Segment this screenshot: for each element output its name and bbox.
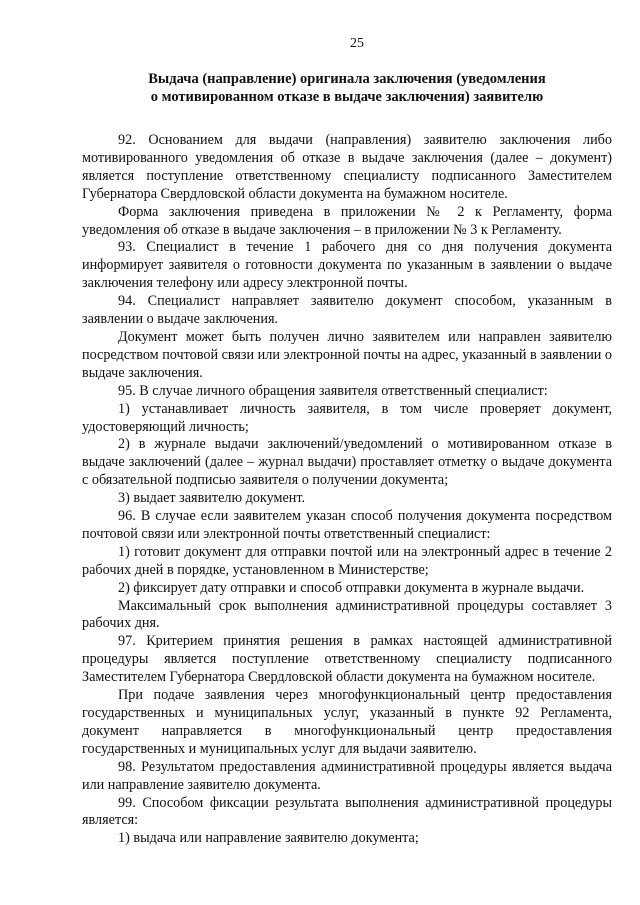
paragraph-max-duration: Максимальный срок выполнения административной процедуры составляет 3 рабочих дня.	[82, 597, 612, 632]
section-title-line-1: Выдача (направление) оригинала заключения (уведомления	[148, 71, 546, 87]
paragraph-94: 94. Специалист направляет заявителю документ способом, указанным в заявлении о выдаче заключения.	[82, 293, 612, 328]
section-title-line-2: о мотивированном отказе в выдаче заключения) заявителю	[150, 89, 544, 105]
paragraph-99-item-1: 1) выдача или направление заявителю документа;	[118, 830, 419, 847]
paragraph-96: 96. В случае если заявителем указан способ получения документа посредством почтовой связи или электронной почты ответственный специалист:	[82, 508, 612, 542]
paragraph-92: 92. Основанием для выдачи (направления) заявителю заключения либо мотивированного уведомления об отказе в выдаче заключения (далее – документ) является поступление ответственному специалисту подписанного Заместителем Губернатора Свердловской области документа на бумажном носителе.	[82, 132, 612, 202]
document-body	[82, 132, 612, 848]
paragraph-97: 97. Критерием принятия решения в рамках настоящей административной процедуры является поступление ответственному специалисту подписанного Заместителем Губернатора Свердловской области документа на бумажном носителе.	[82, 633, 612, 686]
paragraph-96-item-1: 1) готовит документ для отправки почтой или на электронный адрес в течение 2 рабочих дней в порядке, установленном в Министерстве;	[82, 543, 612, 578]
paragraph-mfc: При подаче заявления через многофункциональный центр предоставления государственных и муниципальных услуг, указанный в пункте 92 Регламента, документ направляется в многофункциональный центр предоставления государственных и муниципальных услуг для выдачи заявителю.	[82, 687, 612, 757]
page-number: 25	[350, 36, 364, 51]
paragraph-95-item-3: 3) выдает заявителю документ.	[118, 490, 306, 507]
paragraph-document-delivery: Документ может быть получен лично заявителем или направлен заявителю посредством почтовой связи или электронной почты на адрес, указанный в заявлении о выдаче заключения.	[82, 328, 613, 381]
paragraph-93: 93. Специалист в течение 1 рабочего дня со дня получения документа информирует заявителя о готовности документа по указанным в заявлении о выдаче заключения телефону или адресу электронной почты.	[82, 239, 612, 292]
paragraph-99: 99. Способом фиксации результата выполнения административной процедуры является:	[82, 794, 612, 829]
section-title	[82, 70, 612, 106]
paragraph-95-item-2: 2) в журнале выдачи заключений/уведомлений о мотивированном отказе в выдаче заключений (далее – журнал выдачи) проставляет отметку о выдаче документа с обязательной подписью заявителя о получении документа;	[82, 436, 612, 489]
paragraph-95-item-1: 1) устанавливает личность заявителя, в том числе проверяет документ, удостоверяющий личность;	[82, 400, 612, 435]
paragraph-98: 98. Результатом предоставления административной процедуры является выдача или направление заявителю документа.	[82, 758, 612, 793]
paragraph-form-appendix: Форма заключения приведена в приложении № 2 к Регламенту, форма уведомления об отказе в выдаче заключения – в приложении № 3 к Регламенту.	[82, 203, 612, 238]
paragraph-95: 95. В случае личного обращения заявителя ответственный специалист:	[118, 382, 548, 399]
paragraph-96-item-2: 2) фиксирует дату отправки и способ отправки документа в журнале выдачи.	[118, 579, 585, 596]
